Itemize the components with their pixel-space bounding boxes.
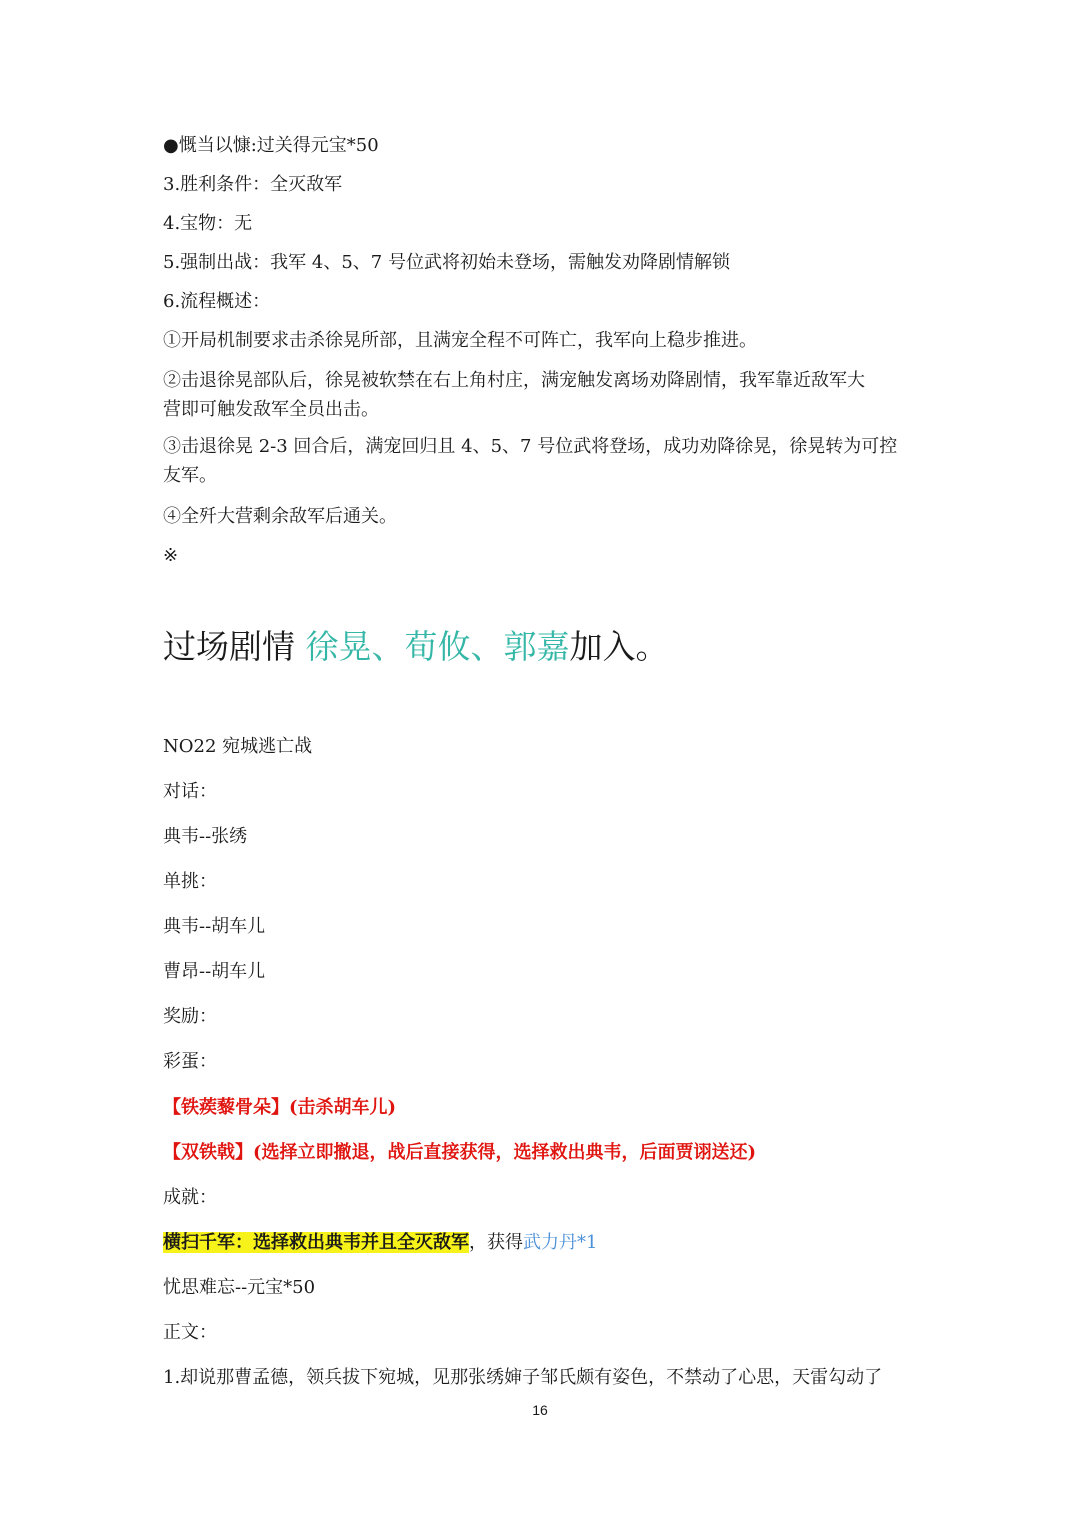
achievement-highlight: 横扫千军：选择救出典韦并且全灭敌军 — [163, 1232, 469, 1253]
duel-entry-2: 曹昂--胡车儿 — [163, 961, 266, 982]
main-text-heading: 正文： — [163, 1322, 217, 1343]
reference-mark: ※ — [163, 545, 179, 566]
flow-step-3-line-1: ③击退徐晃 2-3 回合后，满宠回归且 4、5、7 号位武将登场，成功劝降徐晃，徐晃转为可控 — [163, 436, 898, 457]
achievement-entry-2: 忧思难忘--元宝*50 — [163, 1277, 316, 1298]
forced-deploy-line: 5.强制出战：我军 4、5、7 号位武将初始未登场，需触发劝降剧情解锁 — [163, 252, 730, 273]
achievement-entry-1 — [163, 1229, 597, 1257]
dialogue-heading: 对话： — [163, 781, 217, 802]
cutscene-title — [163, 622, 669, 672]
bonus-line: ●慨当以慷:过关得元宝*50 — [163, 135, 379, 156]
flow-step-1: ①开局机制要求击杀徐晃所部，且满宠全程不可阵亡，我军向上稳步推进。 — [163, 330, 757, 351]
page-number: 16 — [532, 1402, 548, 1418]
easter-egg-heading: 彩蛋： — [163, 1051, 217, 1072]
flow-step-2-line-1: ②击退徐晃部队后，徐晃被软禁在右上角村庄，满宠触发离场劝降剧情，我军靠近敌军大 — [163, 370, 865, 391]
flow-heading: 6.流程概述： — [163, 291, 271, 312]
flow-step-3-line-2: 友军。 — [163, 465, 217, 486]
dialogue-entry: 典韦--张绣 — [163, 826, 248, 847]
cutscene-title-suffix: 加入。 — [569, 627, 669, 666]
achievement-reward-link: 武力丹*1 — [523, 1232, 598, 1253]
flow-step-2-line-2: 营即可触发敌军全员出击。 — [163, 399, 379, 420]
flow-step-4: ④全歼大营剩余敌军后通关。 — [163, 506, 397, 527]
treasure-line: 4.宝物：无 — [163, 213, 253, 234]
victory-condition: 3.胜利条件：全灭敌军 — [163, 174, 343, 195]
main-text-line: 1.却说那曹孟德，领兵拔下宛城，见那张绣婶子邹氏颇有姿色，不禁动了心思，天雷勾动了 — [163, 1367, 883, 1388]
reward-heading: 奖励： — [163, 1006, 217, 1027]
achievement-obtain-text: ，获得 — [469, 1232, 523, 1253]
duel-heading: 单挑： — [163, 871, 217, 892]
easter-egg-item-2: 【双铁戟】(选择立即撤退，战后直接获得，选择救出典韦，后面贾诩送还) — [163, 1142, 757, 1163]
stage-heading: NO22 宛城逃亡战 — [163, 736, 313, 757]
duel-entry-1: 典韦--胡车儿 — [163, 916, 266, 937]
easter-egg-item-1: 【铁蒺藜骨朵】(击杀胡车儿) — [163, 1097, 397, 1118]
cutscene-title-names: 徐晃、荀攸、郭嘉 — [305, 627, 570, 666]
cutscene-title-prefix: 过场剧情 — [163, 627, 306, 666]
achievement-heading: 成就： — [163, 1187, 217, 1208]
